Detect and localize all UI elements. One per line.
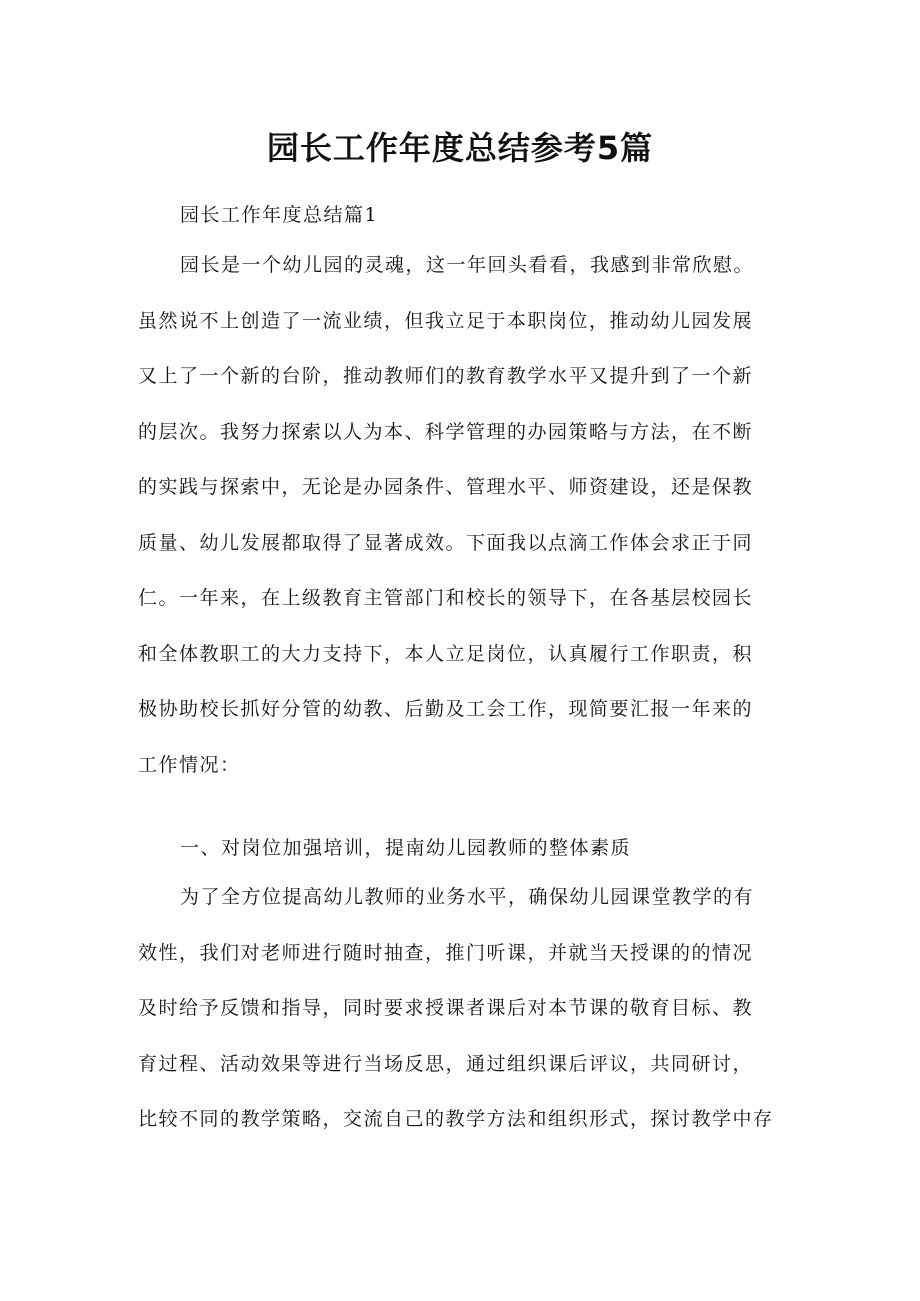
paragraph-line: 质量、幼儿发展都取得了显著成效。下面我以点滴工作体会求正于同 — [138, 531, 754, 554]
paragraph-1 — [138, 238, 786, 793]
paragraph-line: 效性，我们对老师进行随时抽查，推门听课，并就当天授课的的情况 — [138, 941, 754, 964]
paragraph-line: 工作情况： — [138, 753, 241, 776]
paragraph-line: 的层次。我努力探索以人为本、科学管理的办园策略与方法，在不断 — [138, 420, 754, 443]
subheading-training: 一、对岗位加强培训，提南幼儿园教师的整体素质 — [180, 837, 632, 859]
page-title: 园长工作年度总结参考5篇 — [266, 129, 654, 167]
section-heading: 园长工作年度总结篇1 — [180, 204, 379, 226]
paragraph-line: 的实践与探索中，无论是办园条件、管理水平、师资建设，还是保教 — [138, 476, 754, 498]
paragraph-line: 育过程、活动效果等进行当场反思，通过组织课后评议，共同研讨， — [138, 1052, 754, 1075]
paragraph-line: 仁。一年来，在上级教育主管部门和校长的领导下，在各基层校园长 — [138, 587, 754, 609]
paragraph-line: 及时给予反馈和指导，同时要求授课者课后对本节课的敬育目标、教 — [138, 997, 754, 1019]
paragraph-line: 园长是一个幼儿园的灵魂，这一年回头看看，我感到非常欣慰。 — [180, 254, 755, 276]
paragraph-2 — [138, 870, 786, 1148]
paragraph-line: 极协助校长抓好分管的幼教、后勤及工会工作，现简要汇报一年来的 — [138, 698, 754, 720]
paragraph-line: 虽然说不上创造了一流业绩，但我立足于本职岗位，推动幼儿园发展 — [138, 309, 754, 332]
paragraph-line: 为了全方位提高幼儿教师的业务水平，确保幼儿园课堂教学的有 — [180, 886, 755, 908]
paragraph-line: 比较不同的教学策略，交流自己的教学方法和组织形式，探讨教学中存 — [138, 1108, 774, 1130]
paragraph-line: 和全体教职工的大力支持下，本人立足岗位，认真履行工作职责，积 — [138, 642, 754, 665]
paragraph-line: 又上了一个新的台阶，推动教师们的教育教学水平又提升到了一个新 — [138, 365, 754, 387]
